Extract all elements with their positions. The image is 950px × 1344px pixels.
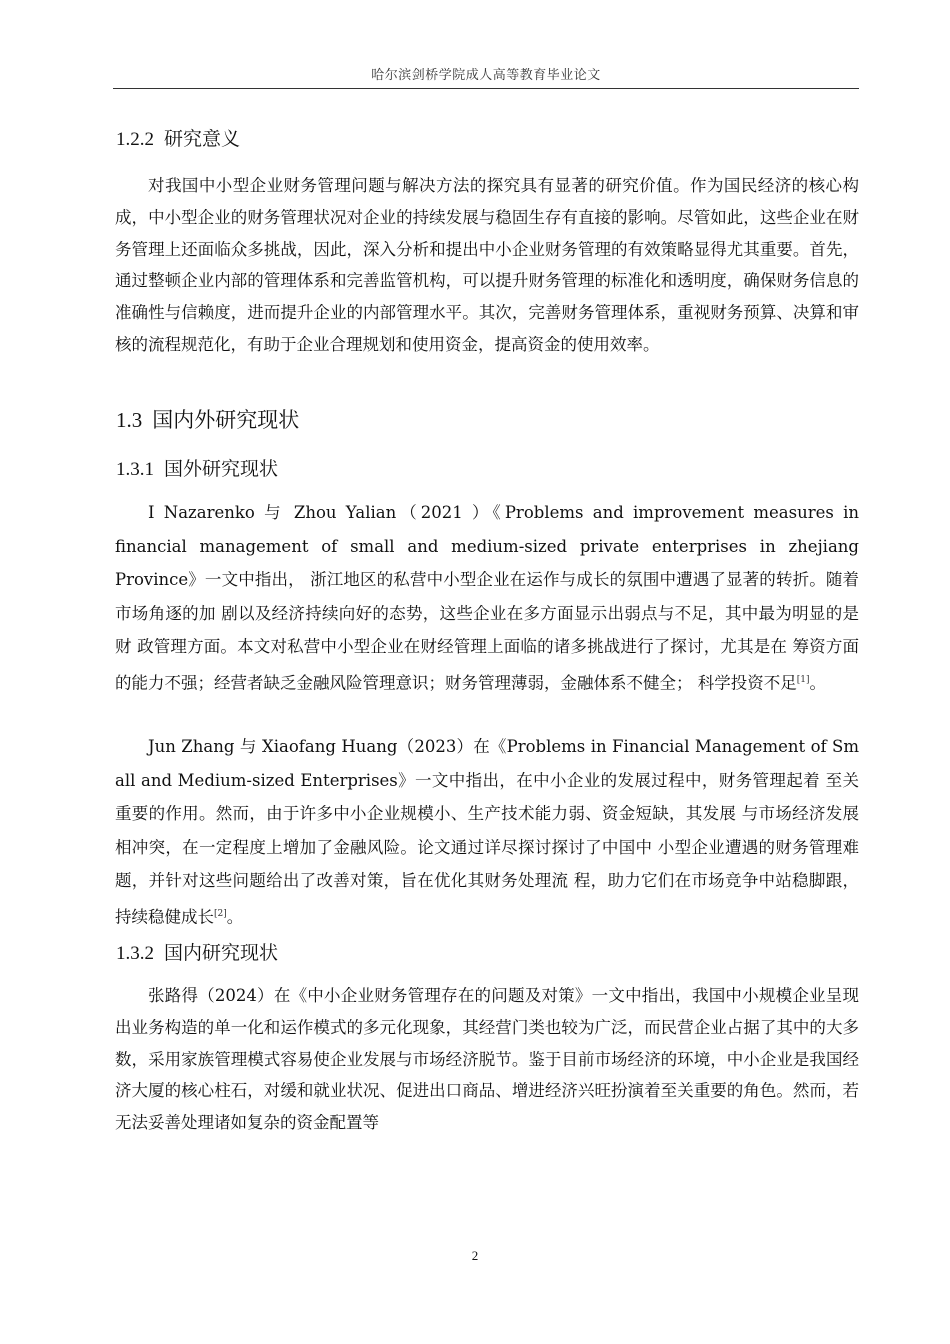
paragraph-domestic-research: 张路得（2024）在《中小企业财务管理存在的问题及对策》一文中指出，我国中小规模企业呈现出业务构造的单一化和运作模式的多元化现象，其经营门类也较为广泛，而民营企业占据了其中的大多数，采用家族管理模式容易使企业发展与市场经济脱节。鉴于目前市场经济的环境，中小企业是我国经济大厦的核心柱石，对缓和就业状况、促进出口商品、增进经济兴旺扮演着至关重要的角色。然而，若无法妥善处理诸如复杂的资金配置等 bbox=[115, 986, 859, 1133]
section-number: 1.3.2 bbox=[116, 943, 154, 964]
section-number: 1.3.1 bbox=[116, 459, 154, 480]
paragraph-text: Jun Zhang 与 Xiaofang Huang（2023）在《Problems in Financial Management of Sm all and Medium-sized Enterprises》一文中指出，在中小企业的发展过程中，财务管理起着 至关重要的作用。然而，由于许多中小企业规模小、生产技术能力弱、资金短缺，其发展 与市场经济发展相冲突，在一定程度上增加了金融风险。论文通过详尽探讨探讨了中国中 小型企业遭遇的财务管理难题，并针对这些问题给出了改善对策，旨在优化其财务处理流 程，助力它们在市场竞争中站稳脚跟，持续稳健成长 bbox=[115, 737, 859, 927]
citation-ref: [1] bbox=[796, 674, 810, 685]
section-heading-1-2-2 bbox=[116, 124, 240, 151]
citation-ref: [2] bbox=[214, 908, 227, 919]
page-header: 哈尔滨剑桥学院成人高等教育毕业论文 bbox=[371, 68, 601, 83]
section-heading-1-3-1 bbox=[116, 454, 278, 481]
paragraph-end: 。 bbox=[226, 907, 244, 927]
section-number: 1.2.2 bbox=[116, 129, 154, 150]
section-title: 国内研究现状 bbox=[164, 942, 279, 964]
header-rule bbox=[113, 88, 859, 89]
section-title: 研究意义 bbox=[164, 128, 241, 150]
paragraph-end: 。 bbox=[809, 673, 826, 693]
paragraph-foreign-research-2 bbox=[115, 730, 859, 934]
section-title: 国内外研究现状 bbox=[152, 408, 300, 432]
paragraph-foreign-research-1 bbox=[115, 496, 859, 700]
section-title: 国外研究现状 bbox=[164, 458, 279, 480]
paragraph-text: I Nazarenko 与 Zhou Yalian（2021 ）《Problems and improvement measures in financial management of small and medium-sized private enterprises in zhejiang Province》一文中指出， 浙江地区的私营中小型企业在运作与成长的氛围中遭遇了显著的转折。随着市场角逐的加 剧以及经济持续向好的态势，这些企业在多方面显示出弱点与不足，其中最为明显的是财 政管理方面。本文对私营中小型企业在财经管理上面临的诸多挑战进行了探讨，尤其是在 筹资方面的能力不强；经营者缺乏金融风险管理意识；财务管理薄弱，金融体系不健全； 科学投资不足 bbox=[115, 503, 859, 693]
paragraph-research-significance: 对我国中小型企业财务管理问题与解决方法的探究具有显著的研究价值。作为国民经济的核心构成，中小型企业的财务管理状况对企业的持续发展与稳固生存有直接的影响。尽管如此，这些企业在财务管理上还面临众多挑战，因此，深入分析和提出中小企业财务管理的有效策略显得尤其重要。首先，通过整顿企业内部的管理体系和完善监管机构，可以提升财务管理的标准化和透明度，确保财务信息的准确性与信赖度，进而提升企业的内部管理水平。其次，完善财务管理体系，重视财务预算、决算和审核的流程规范化，有助于企业合理规划和使用资金，提高资金的使用效率。 bbox=[115, 176, 859, 354]
page-number: 2 bbox=[471, 1248, 479, 1263]
section-heading-1-3 bbox=[116, 404, 299, 434]
section-heading-1-3-2 bbox=[116, 938, 278, 965]
section-number: 1.3 bbox=[116, 408, 143, 432]
